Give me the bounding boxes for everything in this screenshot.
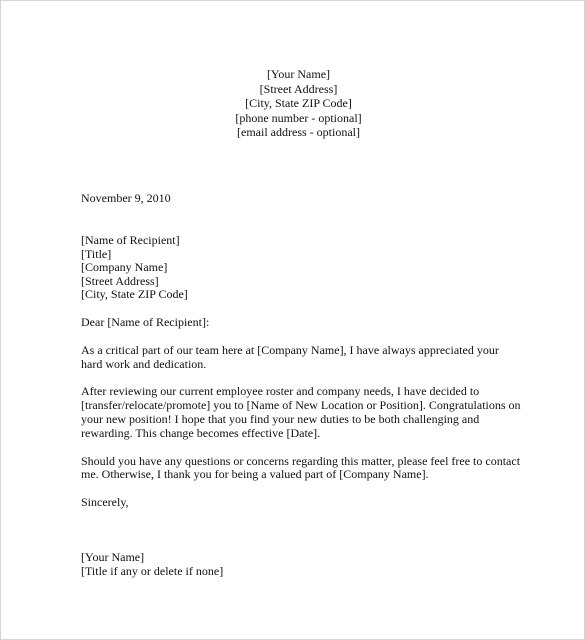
- sender-name: [Your Name]: [266, 67, 331, 81]
- recipient-company: [Company Name]: [81, 260, 168, 275]
- body-paragraph-2: After reviewing our current employee roster and company needs, I have decided to [transfer/relocate/promote] you to [Name of New Location or Position]. Congratulations on your new position! I hope that you find your new duties to be both challenging and rewarding. This change becomes effective [Date].: [81, 384, 521, 440]
- recipient-street: [Street Address]: [81, 273, 159, 288]
- salutation: Dear [Name of Recipient]:: [81, 315, 210, 329]
- signature-block: [81, 550, 223, 578]
- closing: Sincerely,: [81, 495, 129, 510]
- letter-body: [81, 316, 521, 524]
- sender-phone: [phone number - optional]: [235, 110, 362, 125]
- recipient-block: [81, 234, 188, 302]
- recipient-title: [Title]: [81, 246, 112, 261]
- body-paragraph-1: As a critical part of our team here at [Company Name], I have always appreciated your hard work and dedication.: [81, 342, 499, 371]
- body-paragraph-3: Should you have any questions or concerns regarding this matter, please feel free to contact me. Otherwise, I thank you for being a valued part of [Company Name].: [81, 453, 521, 482]
- recipient-name: [Name of Recipient]: [81, 233, 180, 247]
- recipient-city-state-zip: [City, State ZIP Code]: [81, 287, 188, 302]
- sender-city-state-zip: [City, State ZIP Code]: [245, 96, 352, 111]
- signature-name: [Your Name]: [81, 550, 145, 564]
- signature-title: [Title if any or delete if none]: [81, 564, 224, 578]
- letter-date: November 9, 2010: [81, 191, 171, 205]
- sender-street: [Street Address]: [259, 81, 338, 96]
- sender-block: [1, 67, 585, 140]
- sender-email: [email address - optional]: [237, 125, 360, 140]
